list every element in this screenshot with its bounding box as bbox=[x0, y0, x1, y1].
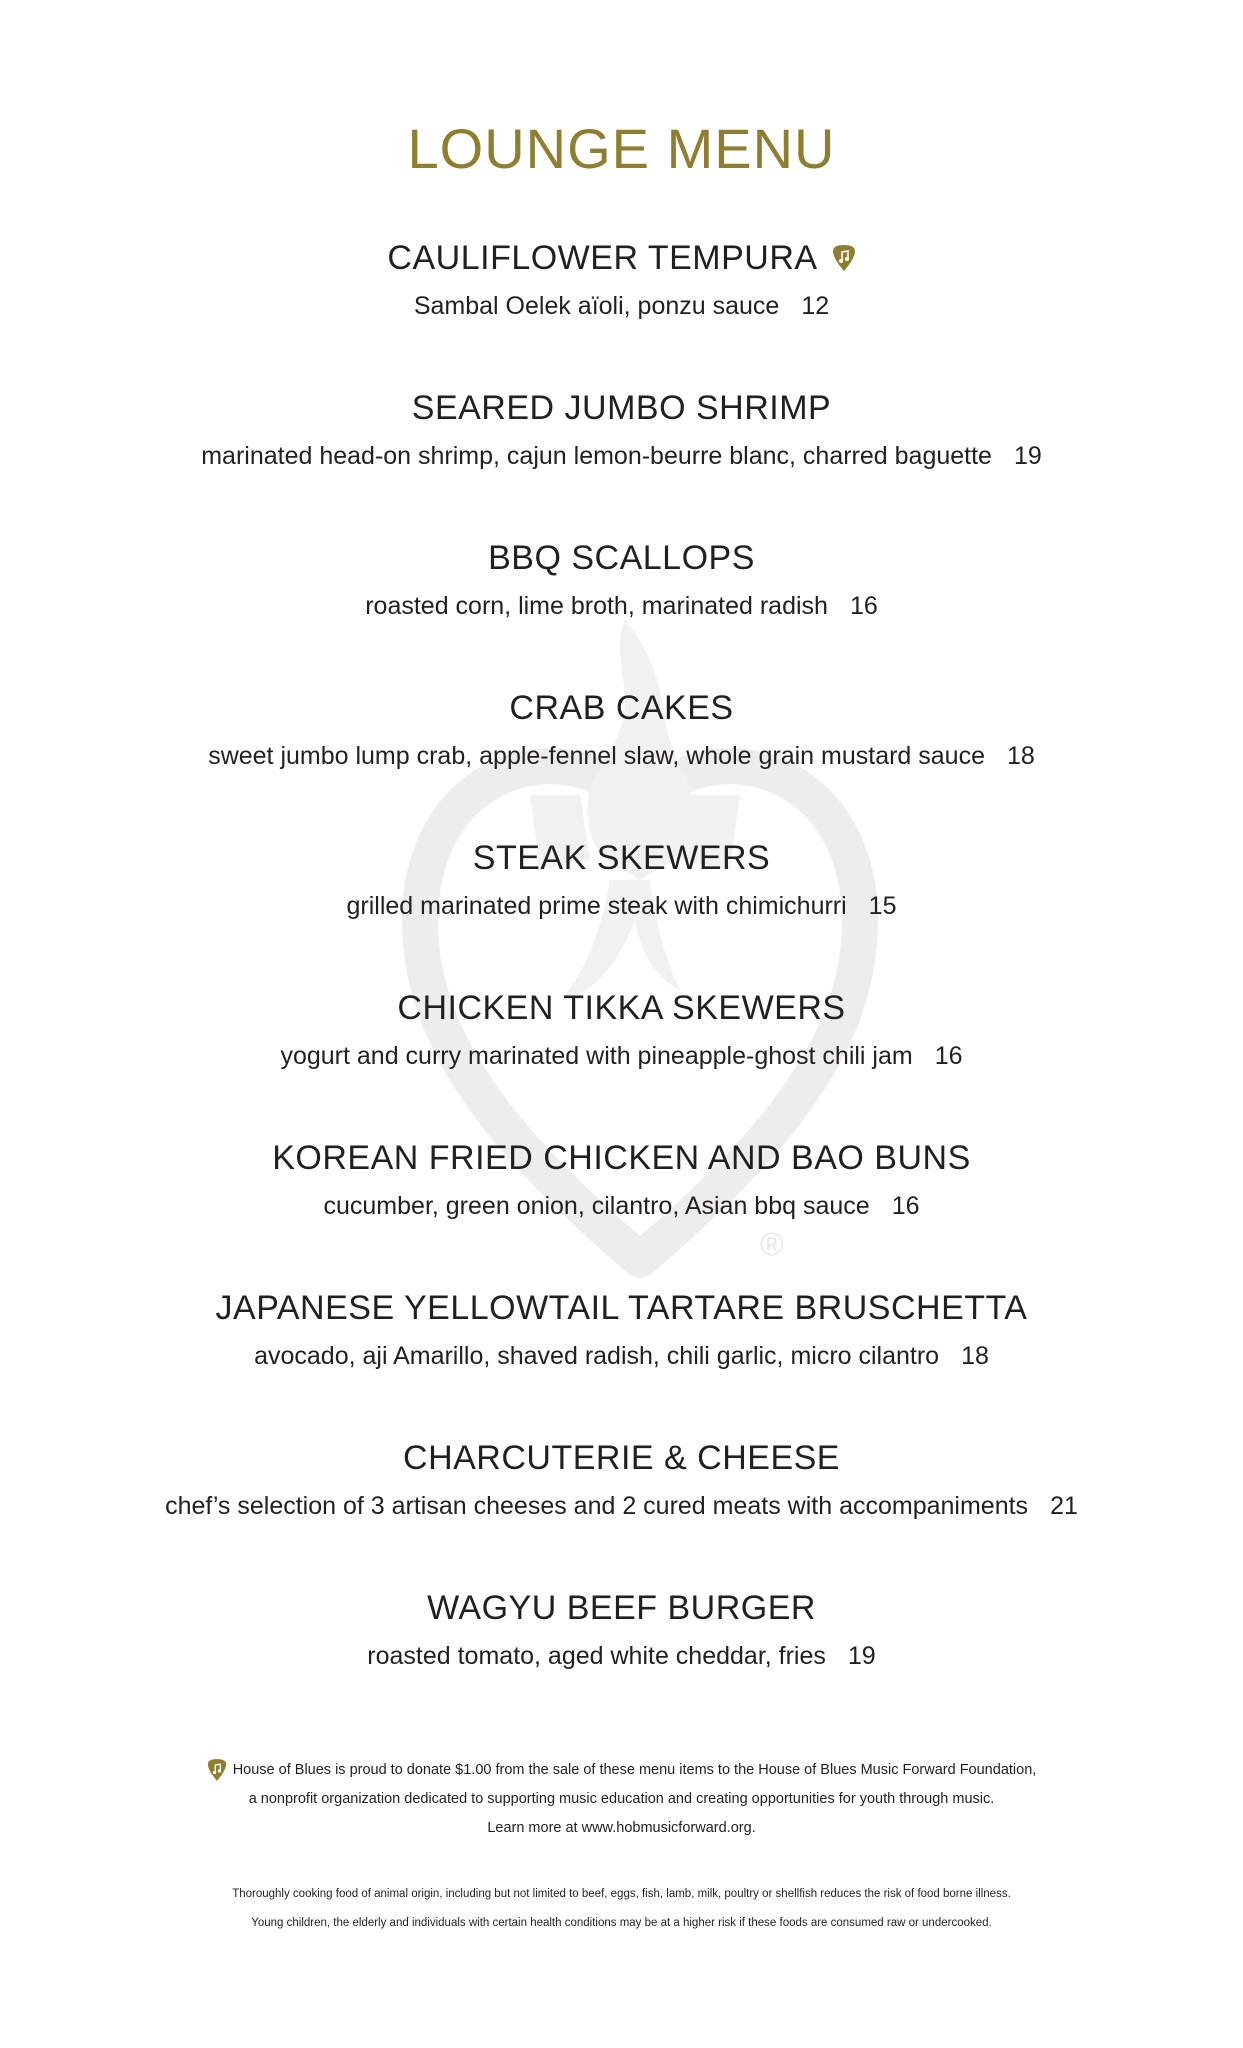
item-price: 16 bbox=[891, 1192, 920, 1220]
menu-item bbox=[0, 1138, 1243, 1222]
menu-item bbox=[0, 688, 1243, 772]
menu-item bbox=[0, 538, 1243, 622]
item-description: Sambal Oelek aïoli, ponzu sauce bbox=[413, 292, 780, 320]
guitar-pick-icon bbox=[207, 1758, 227, 1782]
menu-title: LOUNGE MENU bbox=[407, 117, 836, 180]
item-description-row bbox=[0, 1640, 1243, 1672]
item-description: roasted corn, lime broth, marinated radish bbox=[365, 592, 828, 620]
item-price: 19 bbox=[847, 1642, 876, 1670]
item-description: avocado, aji Amarillo, shaved radish, chili garlic, micro cilantro bbox=[254, 1342, 940, 1370]
menu-item bbox=[0, 1438, 1243, 1522]
item-description: chef’s selection of 3 artisan cheeses and 2 cured meats with accompaniments bbox=[165, 1492, 1029, 1520]
disclaimer-line-2: Young children, the elderly and individuals with certain health conditions may be at a higher risk if these foods are consumed raw or undercooked. bbox=[251, 1917, 992, 1929]
registered-mark: ® bbox=[760, 1226, 784, 1262]
item-price: 16 bbox=[849, 592, 878, 620]
item-description: grilled marinated prime steak with chimichurri bbox=[346, 892, 847, 920]
item-name: CAULIFLOWER TEMPURA bbox=[387, 239, 818, 277]
menu-item bbox=[0, 388, 1243, 472]
donation-note-line bbox=[0, 1756, 1243, 1785]
item-description: roasted tomato, aged white cheddar, fries bbox=[367, 1642, 826, 1670]
item-description-row bbox=[0, 290, 1243, 322]
donation-text-1: House of Blues is proud to donate $1.00 from the sale of these menu items to the House of Blues Music Forward Foundation, bbox=[232, 1762, 1037, 1778]
item-description: cucumber, green onion, cilantro, Asian bbq sauce bbox=[323, 1192, 870, 1220]
donation-text-2: a nonprofit organization dedicated to supporting music education and creating opportunities for youth through music. bbox=[248, 1791, 995, 1807]
menu-item bbox=[0, 838, 1243, 922]
item-price: 21 bbox=[1050, 1492, 1078, 1520]
item-price: 15 bbox=[868, 892, 897, 920]
item-description-row bbox=[0, 1040, 1243, 1072]
item-name: STEAK SKEWERS bbox=[472, 839, 771, 877]
item-price: 18 bbox=[961, 1342, 989, 1370]
food-safety-disclaimer bbox=[0, 1880, 1243, 1938]
item-name: SEARED JUMBO SHRIMP bbox=[411, 389, 832, 427]
item-description-row bbox=[0, 1490, 1243, 1522]
item-description: marinated head-on shrimp, cajun lemon-beurre blanc, charred baguette bbox=[201, 442, 992, 470]
item-description-row bbox=[0, 890, 1243, 922]
item-price: 19 bbox=[1013, 442, 1042, 470]
item-description: yogurt and curry marinated with pineapple-ghost chili jam bbox=[280, 1042, 913, 1070]
item-name: BBQ SCALLOPS bbox=[488, 539, 755, 577]
item-price: 18 bbox=[1006, 742, 1035, 770]
item-name: KOREAN FRIED CHICKEN AND BAO BUNS bbox=[272, 1139, 971, 1177]
item-description-row bbox=[0, 740, 1243, 772]
item-price: 12 bbox=[801, 292, 830, 320]
item-description-row bbox=[0, 1190, 1243, 1222]
item-name: CHICKEN TIKKA SKEWERS bbox=[397, 989, 846, 1027]
item-description: sweet jumbo lump crab, apple-fennel slaw, whole grain mustard sauce bbox=[208, 742, 985, 770]
item-name-wrap bbox=[387, 238, 855, 278]
menu-item bbox=[0, 988, 1243, 1072]
item-name: CHARCUTERIE & CHEESE bbox=[403, 1439, 840, 1477]
item-name: JAPANESE YELLOWTAIL TARTARE BRUSCHETTA bbox=[215, 1289, 1028, 1327]
menu-item bbox=[0, 238, 1243, 322]
item-description-row bbox=[0, 440, 1243, 472]
item-price: 16 bbox=[934, 1042, 963, 1070]
item-name: WAGYU BEEF BURGER bbox=[427, 1589, 816, 1627]
item-description-row bbox=[0, 590, 1243, 622]
menu-item bbox=[0, 1288, 1243, 1372]
donation-link-text: Learn more at www.hobmusicforward.org. bbox=[487, 1820, 756, 1836]
item-description-row bbox=[0, 1340, 1243, 1372]
menu-item bbox=[0, 1588, 1243, 1672]
disclaimer-line-1: Thoroughly cooking food of animal origin, including but not limited to beef, eggs, fish, lamb, milk, poultry or shellfish reduces the risk of food borne illness. bbox=[232, 1888, 1011, 1900]
guitar-pick-icon bbox=[832, 244, 856, 272]
donation-note bbox=[0, 1756, 1243, 1843]
item-name: CRAB CAKES bbox=[509, 689, 734, 727]
